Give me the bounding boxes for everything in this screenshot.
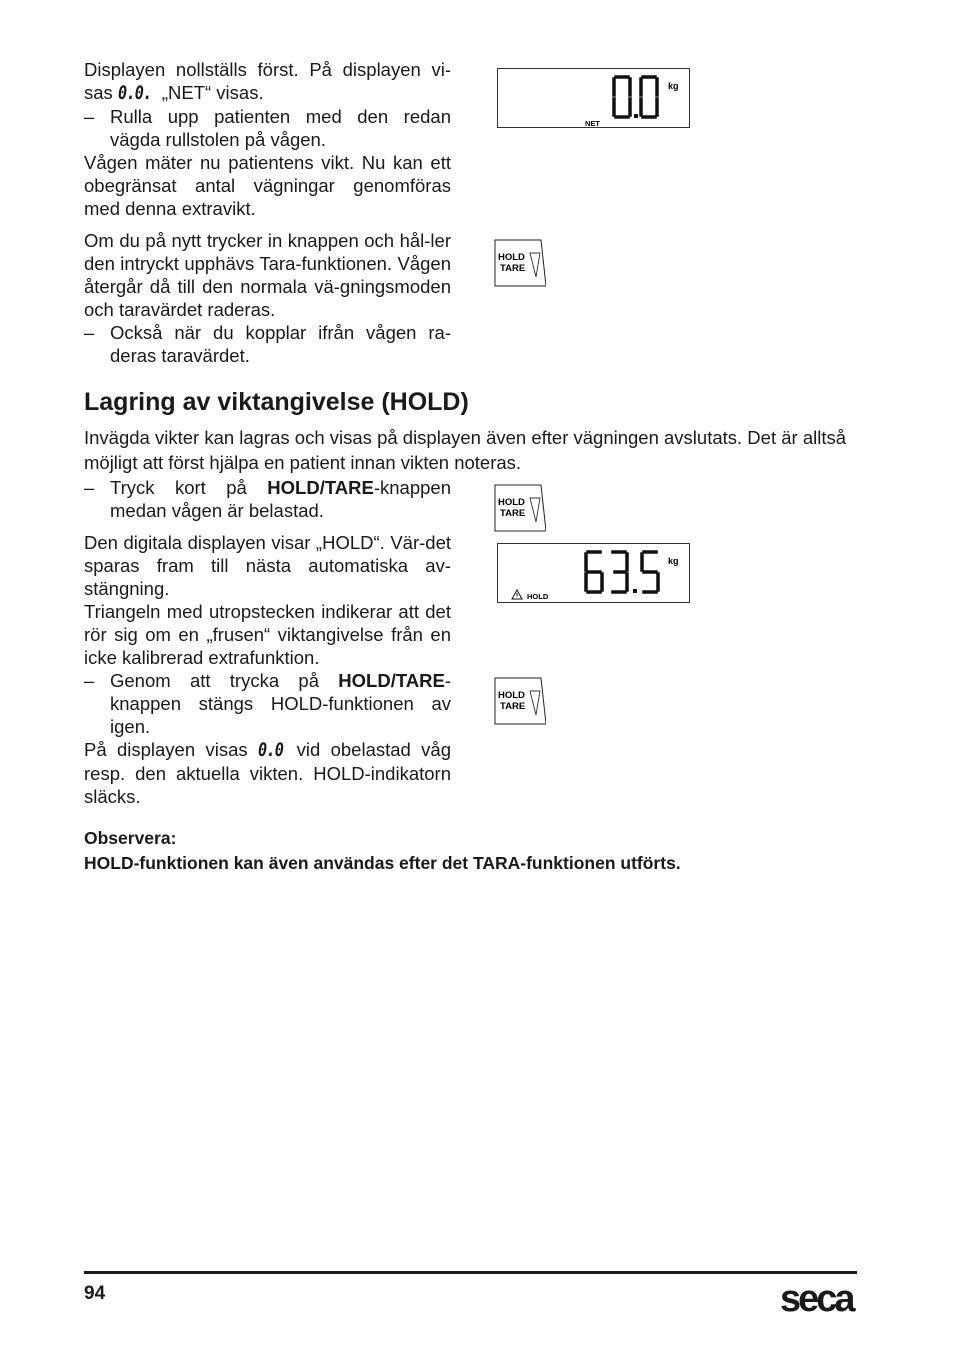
- paragraph: Displayen nollställs först. På displayen vi-sas 0.0. „NET“ visas.: [84, 59, 451, 104]
- section-heading: Lagring av viktangivelse (HOLD): [84, 388, 469, 416]
- paragraph: Vågen mäter nu patientens vikt. Nu kan ett obegränsat antal vägningar genomföras med denna extravikt.: [84, 152, 451, 219]
- svg-text:HOLD: HOLD: [498, 252, 525, 263]
- page-number: 94: [84, 1283, 106, 1304]
- brand-logo: seca: [780, 1278, 853, 1320]
- list-item: – Genom att trycka på HOLD/TARE-knappen stängs HOLD-funktionen av igen.: [84, 670, 451, 737]
- hold-tare-button[interactable]: [494, 239, 546, 287]
- segment-reading: 0.0.: [117, 82, 152, 104]
- text-column-top: [84, 58, 451, 367]
- unit-label: kg: [668, 81, 679, 91]
- list-item: – Rulla upp patienten med den redan vägda rullstolen på vågen.: [84, 106, 451, 150]
- svg-text:TARE: TARE: [500, 508, 526, 519]
- paragraph: På displayen visas 0.0 vid obelastad våg resp. den aktuella vikten. HOLD-indikatorn släcks.: [84, 739, 451, 807]
- scale-display-net: [497, 68, 690, 128]
- intro-paragraph: Invägda vikter kan lagras och visas på displayen även efter vägningen avslutats. Det är alltså möjligt att först hjälpa en patient innan vikten noteras.: [84, 427, 847, 473]
- net-indicator: NET: [585, 119, 600, 127]
- note-text: HOLD-funktionen kan även användas efter det TARA-funktionen utförts.: [84, 853, 681, 873]
- svg-text:HOLD: HOLD: [498, 497, 525, 508]
- scale-display-hold: [497, 543, 690, 603]
- svg-text:HOLD: HOLD: [498, 690, 525, 701]
- unit-label: kg: [668, 556, 679, 566]
- note-block: [84, 826, 681, 876]
- hold-tare-button[interactable]: [494, 677, 546, 725]
- list-item: – Också när du kopplar ifrån vågen ra-deras taravärdet.: [84, 322, 451, 366]
- svg-text:TARE: TARE: [500, 701, 526, 712]
- hold-indicator: HOLD: [527, 592, 549, 601]
- paragraph: Om du på nytt trycker in knappen och hål-ler den intryckt upphävs Tara-funktionen. Vågen återgår då till den normala vä-gningsmoden och taravärdet raderas.: [84, 230, 451, 320]
- paragraph: Triangeln med utropstecken indikerar att det rör sig om en „frusen“ viktangivelse från en icke kalibrerad extrafunktion.: [84, 601, 451, 668]
- segment-reading: 0.0: [257, 739, 284, 761]
- warning-triangle-icon: [512, 590, 522, 599]
- text-column-hold: [84, 476, 451, 808]
- hold-tare-button[interactable]: [494, 484, 546, 532]
- svg-text:TARE: TARE: [500, 263, 526, 274]
- paragraph: Den digitala displayen visar „HOLD“. Vär-det sparas fram till nästa automatiska av-stängning.: [84, 532, 451, 599]
- footer-divider: [84, 1271, 857, 1274]
- note-label: Observera:: [84, 828, 177, 848]
- list-item: – Tryck kort på HOLD/TARE-knappen medan vågen är belastad.: [84, 477, 451, 521]
